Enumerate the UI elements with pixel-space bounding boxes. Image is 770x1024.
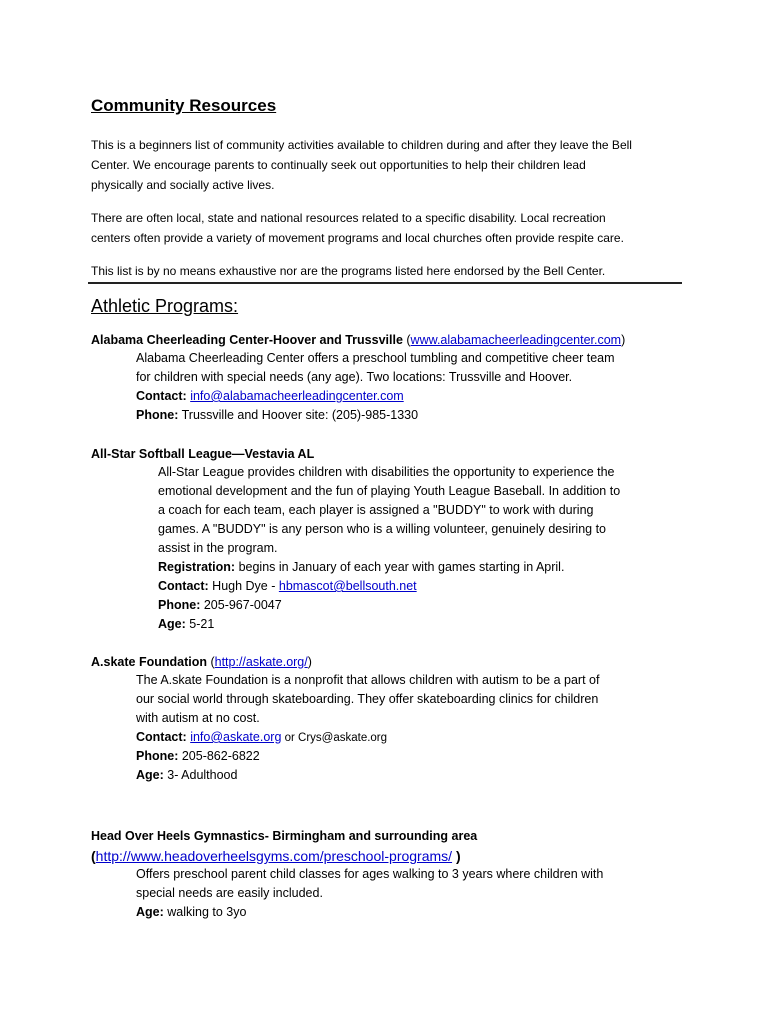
contact-alt-email: or Crys@askate.org — [281, 732, 388, 744]
program-website-link[interactable]: http://askate.org/ — [214, 655, 308, 669]
contact-email-link[interactable]: hbmascot@bellsouth.net — [278, 579, 417, 593]
phone-label: Phone: — [136, 749, 179, 763]
registration-label: Registration: — [158, 560, 236, 574]
page-title: Community Resources — [91, 96, 277, 115]
age-line — [136, 768, 237, 782]
paren-open: ( — [402, 333, 411, 347]
contact-email-link[interactable]: info@askate.org — [190, 730, 282, 744]
paren-close: ) — [452, 848, 461, 864]
phone-value: 205-862-6822 — [178, 749, 260, 763]
program-desc-line: with autism at no cost. — [136, 711, 260, 725]
program-heading: Head Over Heels Gymnastics- Birmingham and surrounding area — [91, 829, 478, 843]
phone-value: 205-967-0047 — [200, 598, 282, 612]
intro-line-1: This is a beginners list of community activities available to children during and after they leave the Bell — [91, 138, 632, 152]
program-heading — [91, 655, 312, 669]
program-desc-line: assist in the program. — [158, 541, 278, 555]
phone-line — [136, 408, 418, 422]
age-value: 3- Adulthood — [163, 768, 238, 782]
registration-line — [158, 560, 564, 574]
intro-line-3: physically and socially active lives. — [91, 178, 275, 192]
section-title: Athletic Programs: — [91, 296, 239, 316]
phone-label: Phone: — [136, 408, 179, 422]
paren-open: ( — [91, 848, 96, 864]
contact-label: Contact: — [158, 579, 209, 593]
program-desc-line: our social world through skateboarding. They offer skateboarding clinics for children — [136, 692, 599, 706]
phone-line — [136, 749, 260, 763]
program-desc-line: All-Star League provides children with disabilities the opportunity to experience the — [158, 465, 615, 479]
program-desc-line: special needs are easily included. — [136, 886, 323, 900]
program-heading — [91, 447, 314, 461]
program-website-link[interactable]: www.alabamacheerleadingcenter.com — [410, 333, 622, 347]
program-desc-line: emotional development and the fun of playing Youth League Baseball. In addition to — [158, 484, 621, 498]
program-desc-line: Alabama Cheerleading Center offers a preschool tumbling and competitive cheer team — [136, 351, 615, 365]
age-line — [158, 617, 214, 631]
contact-label: Contact: — [136, 389, 187, 403]
contact-line — [158, 579, 417, 593]
age-line — [136, 905, 246, 919]
contact-line — [136, 389, 404, 403]
paren-close: ) — [307, 655, 312, 669]
program-heading — [91, 333, 625, 347]
program-name: All-Star Softball League—Vestavia AL — [91, 447, 315, 461]
program-desc-line: The A.skate Foundation is a nonprofit that allows children with autism to be a part of — [136, 673, 600, 687]
para2-line-2: centers often provide a variety of movement programs and local churches often provide respite care. — [91, 231, 624, 245]
program-desc-line: games. A "BUDDY" is any person who is a willing volunteer, genuinely desiring to — [158, 522, 606, 536]
program-desc-line: for children with special needs (any age). Two locations: Trussville and Hoover. — [136, 370, 573, 384]
program-desc-line: Offers preschool parent child classes for ages walking to 3 years where children with — [136, 867, 604, 881]
age-label: Age: — [136, 768, 164, 782]
disclaimer: This list is by no means exhaustive nor are the programs listed here endorsed by the Bell Center. — [91, 264, 606, 278]
phone-value: Trussville and Hoover site: (205)-985-1330 — [178, 408, 419, 422]
paren-close: ) — [621, 333, 626, 347]
section-divider — [88, 282, 682, 284]
registration-value: begins in January of each year with games starting in April. — [235, 560, 565, 574]
phone-label: Phone: — [158, 598, 201, 612]
contact-name: Hugh Dye - — [208, 579, 279, 593]
age-value: walking to 3yo — [163, 905, 247, 919]
contact-line — [136, 730, 387, 744]
para2-line-1: There are often local, state and national resources related to a specific disability. Local recreation — [91, 211, 606, 225]
paren-open: ( — [206, 655, 215, 669]
program-name: Alabama Cheerleading Center-Hoover and Trussville — [91, 333, 403, 347]
program-name: A.skate Foundation — [91, 655, 207, 669]
age-label: Age: — [158, 617, 186, 631]
contact-label: Contact: — [136, 730, 187, 744]
program-url-line — [91, 848, 461, 864]
phone-line — [158, 598, 282, 612]
intro-line-2: Center. We encourage parents to continually seek out opportunities to help their children lead — [91, 158, 586, 172]
age-value: 5-21 — [185, 617, 215, 631]
contact-email-link[interactable]: info@alabamacheerleadingcenter.com — [190, 389, 404, 403]
age-label: Age: — [136, 905, 164, 919]
program-website-link[interactable]: http://www.headoverheelsgyms.com/preschool-programs/ — [95, 848, 453, 864]
program-desc-line: a coach for each team, each player is assigned a "BUDDY" to work with during — [158, 503, 594, 517]
